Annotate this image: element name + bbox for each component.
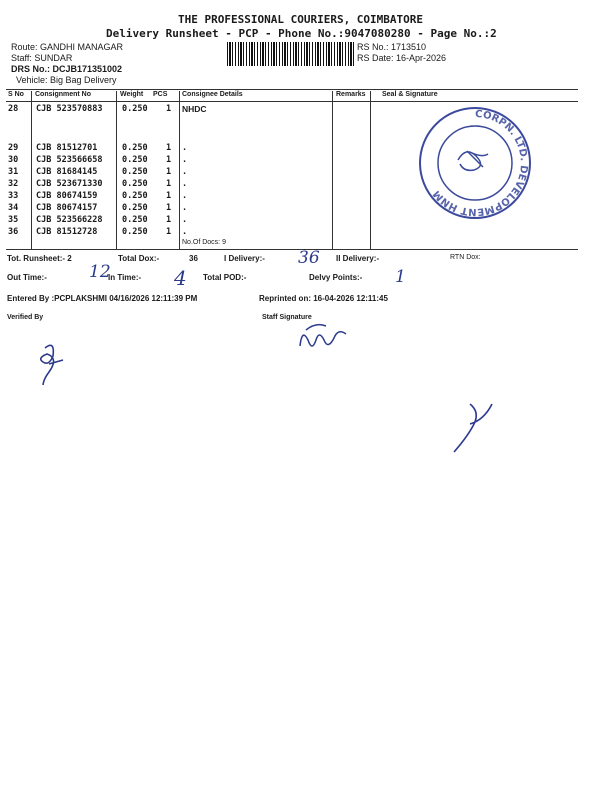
row-details: . [182, 203, 188, 213]
out-time-handwritten: 12 [89, 262, 111, 282]
runsheet-subtitle: Delivery Runsheet - PCP - Phone No.:9047080280 - Page No.:2 [106, 27, 497, 40]
margin-mark-signature [448, 398, 498, 458]
table-bottom-border [6, 249, 578, 250]
row-weight: 0.250 [122, 215, 148, 225]
in-time-handwritten: 4 [174, 266, 187, 290]
i-delivery-label: I Delivery:- [224, 254, 265, 263]
col-consignee: Consignee Details [182, 91, 243, 98]
row-pcs: 1 [166, 104, 172, 114]
row-sno: 33 [8, 191, 19, 201]
row-consignment: CJB 81512701 [36, 143, 98, 153]
row-consignment: CJB 80674159 [36, 191, 98, 201]
svg-text:CORPN. LTD. DEVELOPMENT HNM: CORPN. LTD. DEVELOPMENT HNM [431, 108, 530, 218]
verified-by-label: Verified By [7, 314, 44, 321]
row-sno: 36 [8, 227, 19, 237]
row-weight: 0.250 [122, 104, 148, 114]
col-weight: Weight [120, 91, 144, 98]
row-sno: 32 [8, 179, 19, 189]
row-sno: 35 [8, 215, 19, 225]
row-details: . [182, 179, 188, 189]
total-pod-label: Total POD:- [203, 273, 247, 282]
staff-signature [295, 318, 350, 356]
row-details: . [182, 143, 188, 153]
rs-date: RS Date: 16-Apr-2026 [357, 53, 447, 63]
row-consignment: CJB 81512728 [36, 227, 98, 237]
row-sno: 28 [8, 104, 19, 114]
delvy-points-handwritten: 1 [395, 267, 406, 287]
row-pcs: 1 [166, 227, 172, 237]
entered-by: Entered By :PCPLAKSHMI 04/16/2026 12:11:39 PM [7, 294, 198, 303]
row-weight: 0.250 [122, 155, 148, 165]
drs-label: DRS No.: DCJB171351002 [11, 64, 123, 74]
row-details: NHDC [182, 104, 207, 114]
total-dox-value: 36 [189, 254, 198, 263]
route-label: Route: GANDHI MANAGAR [11, 42, 124, 52]
row-weight: 0.250 [122, 167, 148, 177]
row-pcs: 1 [166, 179, 172, 189]
row-consignment: CJB 81684145 [36, 167, 98, 177]
tot-runsheet: Tot. Runsheet:- 2 [7, 254, 72, 263]
row-consignment: CJB 523566228 [36, 215, 103, 225]
row-pcs: 1 [166, 203, 172, 213]
delvy-points-label: Delvy Points:- [309, 273, 363, 282]
row-consignment: CJB 523566658 [36, 155, 103, 165]
row-sno: 30 [8, 155, 19, 165]
row-weight: 0.250 [122, 179, 148, 189]
row-consignment: CJB 80674157 [36, 203, 98, 213]
company-seal-stamp [413, 105, 538, 220]
col-divider [116, 91, 117, 249]
row-weight: 0.250 [122, 203, 148, 213]
row-weight: 0.250 [122, 227, 148, 237]
row-sno: 31 [8, 167, 19, 177]
table-top-border [6, 89, 578, 90]
verified-by-signature [30, 340, 70, 385]
table-header-border [6, 101, 578, 102]
rtn-dox-label: RTN Dox: [450, 254, 481, 261]
barcode-image [227, 42, 355, 66]
row-details: . [182, 215, 188, 225]
ii-delivery-label: II Delivery:- [336, 254, 380, 263]
row-details: . [182, 155, 188, 165]
col-sno: S No [8, 91, 24, 98]
row-sno: 29 [8, 143, 19, 153]
col-remarks: Remarks [336, 91, 366, 98]
company-title: THE PROFESSIONAL COURIERS, COIMBATORE [178, 13, 424, 26]
row-weight: 0.250 [122, 143, 148, 153]
row-weight: 0.250 [122, 191, 148, 201]
row-sno: 34 [8, 203, 19, 213]
row-details: . [182, 167, 188, 177]
rs-number: RS No.: 1713510 [357, 42, 427, 52]
row-pcs: 1 [166, 215, 172, 225]
staff-label: Staff: SUNDAR [11, 53, 73, 63]
in-time-label: In Time:- [108, 273, 142, 282]
col-divider [31, 91, 32, 249]
row-pcs: 1 [166, 191, 172, 201]
col-divider [179, 91, 180, 249]
reprinted-on: Reprinted on: 16-04-2026 12:11:45 [259, 294, 388, 303]
row-pcs: 1 [166, 143, 172, 153]
total-dox-label: Total Dox:- [118, 254, 160, 263]
row-details: . [182, 227, 188, 237]
col-consignment: Consignment No [35, 91, 91, 98]
out-time-label: Out Time:- [7, 273, 47, 282]
staff-signature-label: Staff Signature [262, 314, 312, 321]
row-consignment: CJB 523570883 [36, 104, 103, 114]
i-delivery-handwritten: 36 [298, 248, 320, 268]
row-pcs: 1 [166, 155, 172, 165]
row-consignment: CJB 523671330 [36, 179, 103, 189]
col-divider [332, 91, 333, 249]
col-divider [370, 91, 371, 249]
row-pcs: 1 [166, 167, 172, 177]
col-pcs: PCS [153, 91, 168, 98]
no-of-docs: No.Of Docs: 9 [182, 239, 226, 246]
vehicle-label: Vehicle: Big Bag Delivery [16, 75, 117, 85]
row-details: . [182, 191, 188, 201]
col-seal: Seal & Signature [382, 91, 438, 98]
